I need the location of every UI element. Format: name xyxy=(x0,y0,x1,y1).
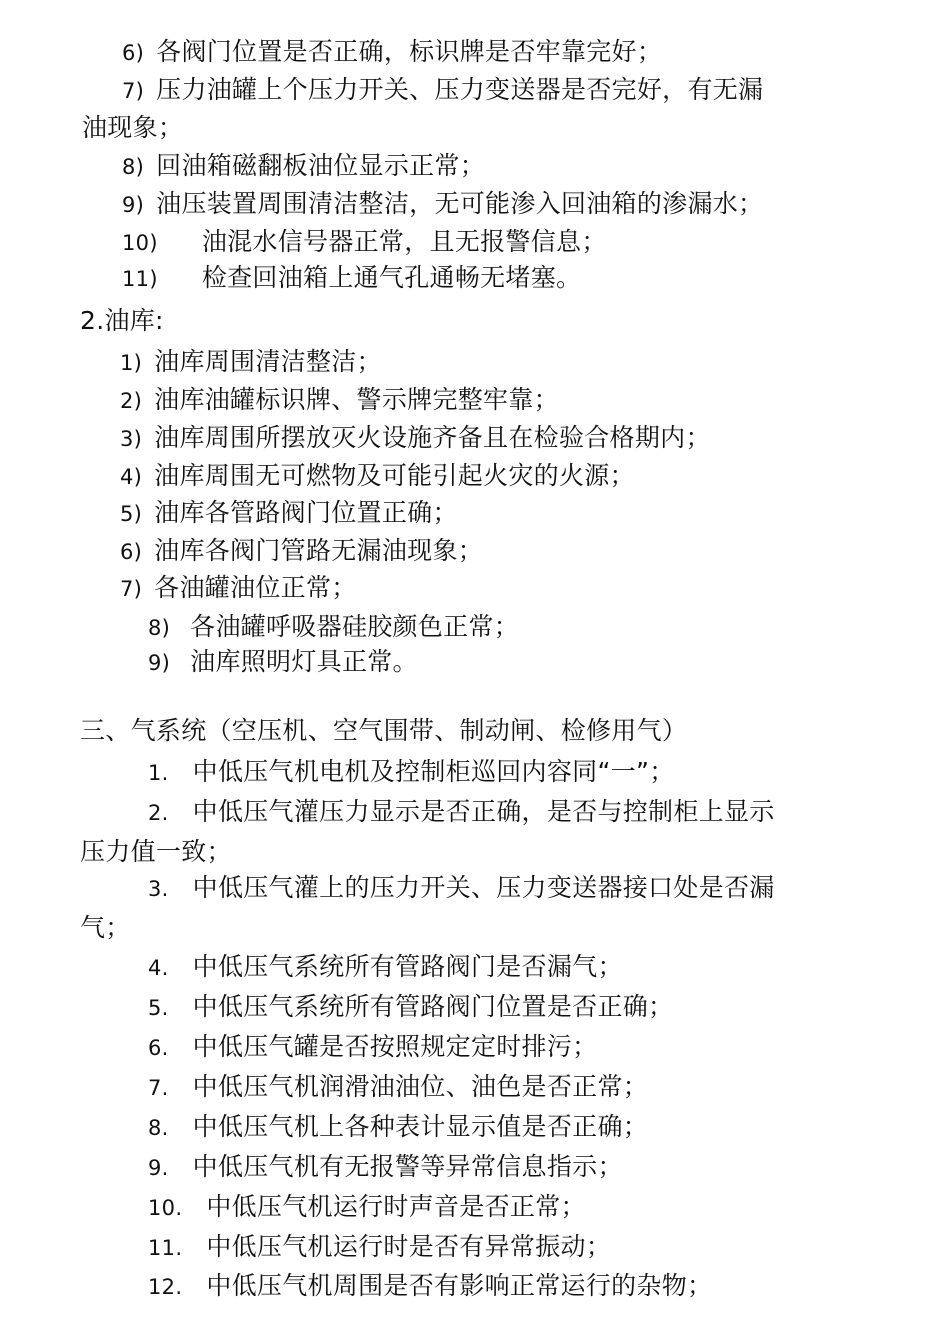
list-item-continuation xyxy=(80,912,131,944)
item-text: 中低压气机上各种表计显示值是否正确； xyxy=(192,1112,649,1141)
list-item xyxy=(148,991,673,1024)
item-text: 各油罐呼吸器硅胶颜色正常； xyxy=(190,612,520,641)
item-text: 油库周围所摆放灭火设施齐备且在检验合格期内； xyxy=(154,423,711,452)
list-item xyxy=(122,226,607,259)
list-item xyxy=(148,646,418,679)
item-text: 中低压气机电机及控制柜巡回内容同“一”； xyxy=(192,757,675,786)
list-item xyxy=(122,150,485,183)
list-item xyxy=(120,384,559,417)
item-text: 油混水信号器正常，且无报警信息； xyxy=(201,227,607,256)
item-text: 油库油罐标识牌、警示牌完整牢靠； xyxy=(154,385,559,414)
item-text: 各油罐油位正常； xyxy=(154,573,357,602)
item-number: 1. xyxy=(148,761,169,785)
item-number: 10) xyxy=(122,231,158,255)
list-item-continuation xyxy=(80,836,232,868)
list-item xyxy=(148,1151,623,1184)
item-text: 中低压气系统所有管路阀门位置是否正确； xyxy=(192,992,674,1021)
item-text: 中低压气灌上的压力开关、压力变送器接口处是否漏 xyxy=(192,873,775,902)
list-item xyxy=(120,535,483,568)
item-number: 12. xyxy=(148,1275,183,1299)
list-item xyxy=(148,1031,597,1064)
item-text: 油库周围无可燃物及可能引起火灾的火源； xyxy=(154,461,635,490)
item-number: 7) xyxy=(120,577,143,601)
item-number: 8. xyxy=(148,1116,169,1140)
list-item xyxy=(148,796,775,829)
item-text: 检查回油箱上通气孔通畅无堵塞。 xyxy=(201,263,582,292)
item-number: 6) xyxy=(120,540,143,564)
list-item xyxy=(148,611,519,644)
item-number: 9) xyxy=(148,651,171,675)
list-item xyxy=(120,572,357,605)
list-item xyxy=(148,872,775,905)
section-heading: 三、气系统（空压机、空气围带、制动闸、检修用气） xyxy=(80,716,688,745)
item-number: 9. xyxy=(148,1156,169,1180)
item-text: 中低压气机周围是否有影响正常运行的杂物； xyxy=(206,1271,713,1300)
item-number: 3) xyxy=(120,427,143,451)
item-number: 2. xyxy=(148,801,169,825)
item-text: 油库各管路阀门位置正确； xyxy=(154,498,458,527)
item-text: 回油箱磁翻板油位显示正常； xyxy=(156,151,486,180)
item-text: 油压装置周围清洁整洁，无可能渗入回油箱的渗漏水； xyxy=(156,189,764,218)
item-text: 中低压气系统所有管路阀门是否漏气； xyxy=(192,952,623,981)
item-number: 8) xyxy=(148,616,171,640)
item-number: 6) xyxy=(122,41,145,65)
item-number: 3. xyxy=(148,877,169,901)
item-text: 中低压气罐是否按照规定定时排污； xyxy=(192,1032,598,1061)
item-text: 中低压气机运行时声音是否正常； xyxy=(206,1192,586,1221)
item-number: 11. xyxy=(148,1236,183,1260)
item-number: 9) xyxy=(122,193,145,217)
list-item xyxy=(120,460,635,493)
item-text: 中低压气机润滑油油位、油色是否正常； xyxy=(192,1072,649,1101)
item-number: 8) xyxy=(122,155,145,179)
list-item xyxy=(148,1270,712,1303)
list-item xyxy=(120,422,711,455)
item-number: 7) xyxy=(122,79,145,103)
list-item xyxy=(122,36,662,69)
item-text: 油现象； xyxy=(82,113,184,142)
item-number: 4) xyxy=(120,465,143,489)
item-number: 5. xyxy=(148,996,169,1020)
list-item xyxy=(122,262,581,295)
item-text: 中低压气灌压力显示是否正确，是否与控制柜上显示 xyxy=(192,797,775,826)
list-item xyxy=(120,497,458,530)
list-item xyxy=(122,188,763,221)
item-number: 2) xyxy=(120,389,143,413)
item-number: 5) xyxy=(120,502,143,526)
item-number: 1) xyxy=(120,351,143,375)
item-number: 11) xyxy=(122,267,158,291)
item-text: 中低压气机运行时是否有异常振动； xyxy=(206,1232,612,1261)
list-item xyxy=(122,74,763,107)
list-item xyxy=(148,1231,611,1264)
list-item xyxy=(120,346,382,379)
item-number: 6. xyxy=(148,1036,169,1060)
list-item xyxy=(148,1111,648,1144)
list-item xyxy=(148,951,623,984)
section-heading: 2.油库: xyxy=(80,306,164,335)
item-number: 7. xyxy=(148,1076,169,1100)
item-text: 油库各阀门管路无漏油现象； xyxy=(154,536,484,565)
item-number: 10. xyxy=(148,1196,183,1220)
list-item xyxy=(148,1191,586,1224)
item-text: 中低压气机有无报警等异常信息指示； xyxy=(192,1152,623,1181)
list-item xyxy=(148,756,675,789)
list-item xyxy=(148,1071,648,1104)
item-text: 压力油罐上个压力开关、压力变送器是否完好，有无漏 xyxy=(156,75,764,104)
item-text: 油库周围清洁整洁； xyxy=(154,347,382,376)
item-text: 油库照明灯具正常。 xyxy=(190,647,418,676)
list-item-continuation xyxy=(82,112,183,144)
item-text: 气； xyxy=(80,913,131,942)
item-text: 各阀门位置是否正确，标识牌是否牢靠完好； xyxy=(156,37,663,66)
item-number: 4. xyxy=(148,956,169,980)
item-text: 压力值一致； xyxy=(80,837,232,866)
